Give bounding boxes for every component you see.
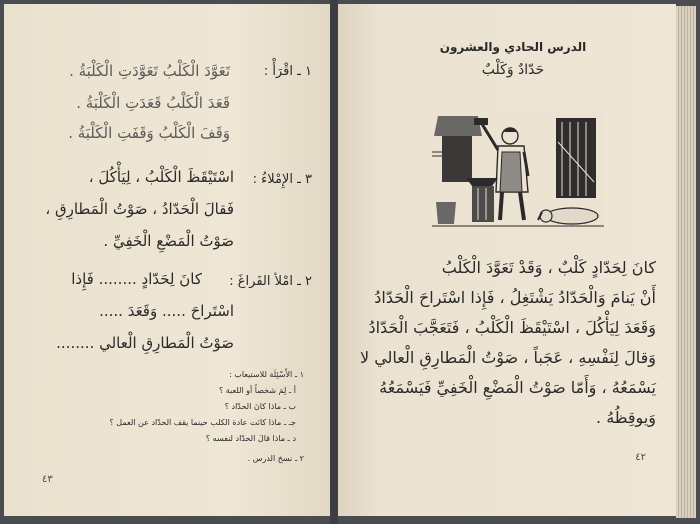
paragraph-line: أَنْ يَنامَ وَالْحَدّادُ يَشْتَغِلُ ، فَإِذا اسْتَراحَ الْحَدّادُ — [374, 288, 656, 307]
exercise-3-label: ٣ ـ الإِمْلاءُ : — [252, 172, 312, 187]
paragraph-line: كانَ لِحَدّادٍ كَلْبٌ ، وَقَدْ تَعَوَّدَ الْكَلْبُ — [441, 258, 656, 277]
questions-header: ١ ـ الأَسْئِلَة للاستيعاب : — [229, 370, 304, 379]
exercise-2-label: ٢ ـ امْلأ الفَراغَ : — [229, 274, 312, 289]
questions-footer: ٢ ـ نسخ الدرس . — [247, 454, 304, 463]
paragraph-line: يَسْمَعُهُ ، وَأَمّا صَوْتُ الْمَضْعِ الْخَفِيِّ فَيَسْمَعُهُ — [379, 378, 656, 397]
book-gutter — [330, 0, 338, 524]
lesson-title: الدرس الحادي والعشرون — [439, 40, 587, 54]
exercise-1-line: تَعَوَّدَ الْكَلْبُ تَعَوَّدَتِ الْكَلْبَةُ . — [69, 62, 230, 80]
exercise-2-line: كانَ لِحَدّادٍ ........ فَإِذا — [71, 270, 202, 288]
blacksmith-illustration — [432, 112, 604, 232]
exercise-2-line: صَوْتُ الْمَطارِقِ الْعالي ........ — [56, 334, 234, 352]
question-item: ب ـ ماذا كانَ الحدّاد ؟ — [224, 402, 296, 411]
lesson-subtitle: حَدّادٌ وَكَلْبٌ — [481, 62, 545, 78]
exercise-1-line: قَعَدَ الْكَلْبُ قَعَدَتِ الْكَلْبَةُ . — [76, 94, 230, 112]
exercise-1-label: ١ ـ اقْرَأْ : — [263, 64, 312, 79]
question-item: د ـ ماذا قالَ الحدّاد لنفسه ؟ — [205, 434, 296, 443]
exercise-3-line: فَقالَ الْحَدّادُ ، صَوْتُ الْمَطارِقِ ، — [45, 200, 234, 218]
paragraph-line: وَقالَ لِنَفْسِهِ ، عَجَباً ، صَوْتُ الْمَطارِقِ الْعالي لا — [360, 348, 656, 367]
right-page — [338, 4, 676, 516]
exercise-3-line: اسْتَيْقَظَ الْكَلْبُ ، لِيَأْكُلَ ، — [88, 168, 234, 186]
exercise-3-line: صَوْتُ الْمَضْعِ الْخَفِيِّ . — [103, 232, 234, 250]
question-item: جـ ـ ماذا كانَت عادة الكلب حينما يقف الحدّاد عن العمل ؟ — [109, 418, 296, 427]
page-number: ٤٢ — [635, 452, 646, 463]
left-page — [4, 4, 330, 516]
question-item: أ ـ لِمَ شخصاً أو اللعبة ؟ — [218, 386, 296, 395]
page-number: ٤٣ — [42, 474, 53, 485]
paragraph-line: وَيوقِظُهُ . — [596, 408, 656, 427]
exercise-2-line: اسْتَراحَ ..... وَقَعَدَ ..... — [99, 302, 234, 320]
paragraph-line: وَقَعَدَ لِيَأْكُلَ ، اسْتَيْقَظَ الْكَلْبُ ، فَتَعَجَّبَ الْحَدّادُ — [368, 318, 656, 337]
exercise-1-line: وَقَفَ الْكَلْبُ وَقَفَتِ الْكَلْبَةُ . — [68, 124, 230, 142]
page-edges — [676, 6, 696, 518]
